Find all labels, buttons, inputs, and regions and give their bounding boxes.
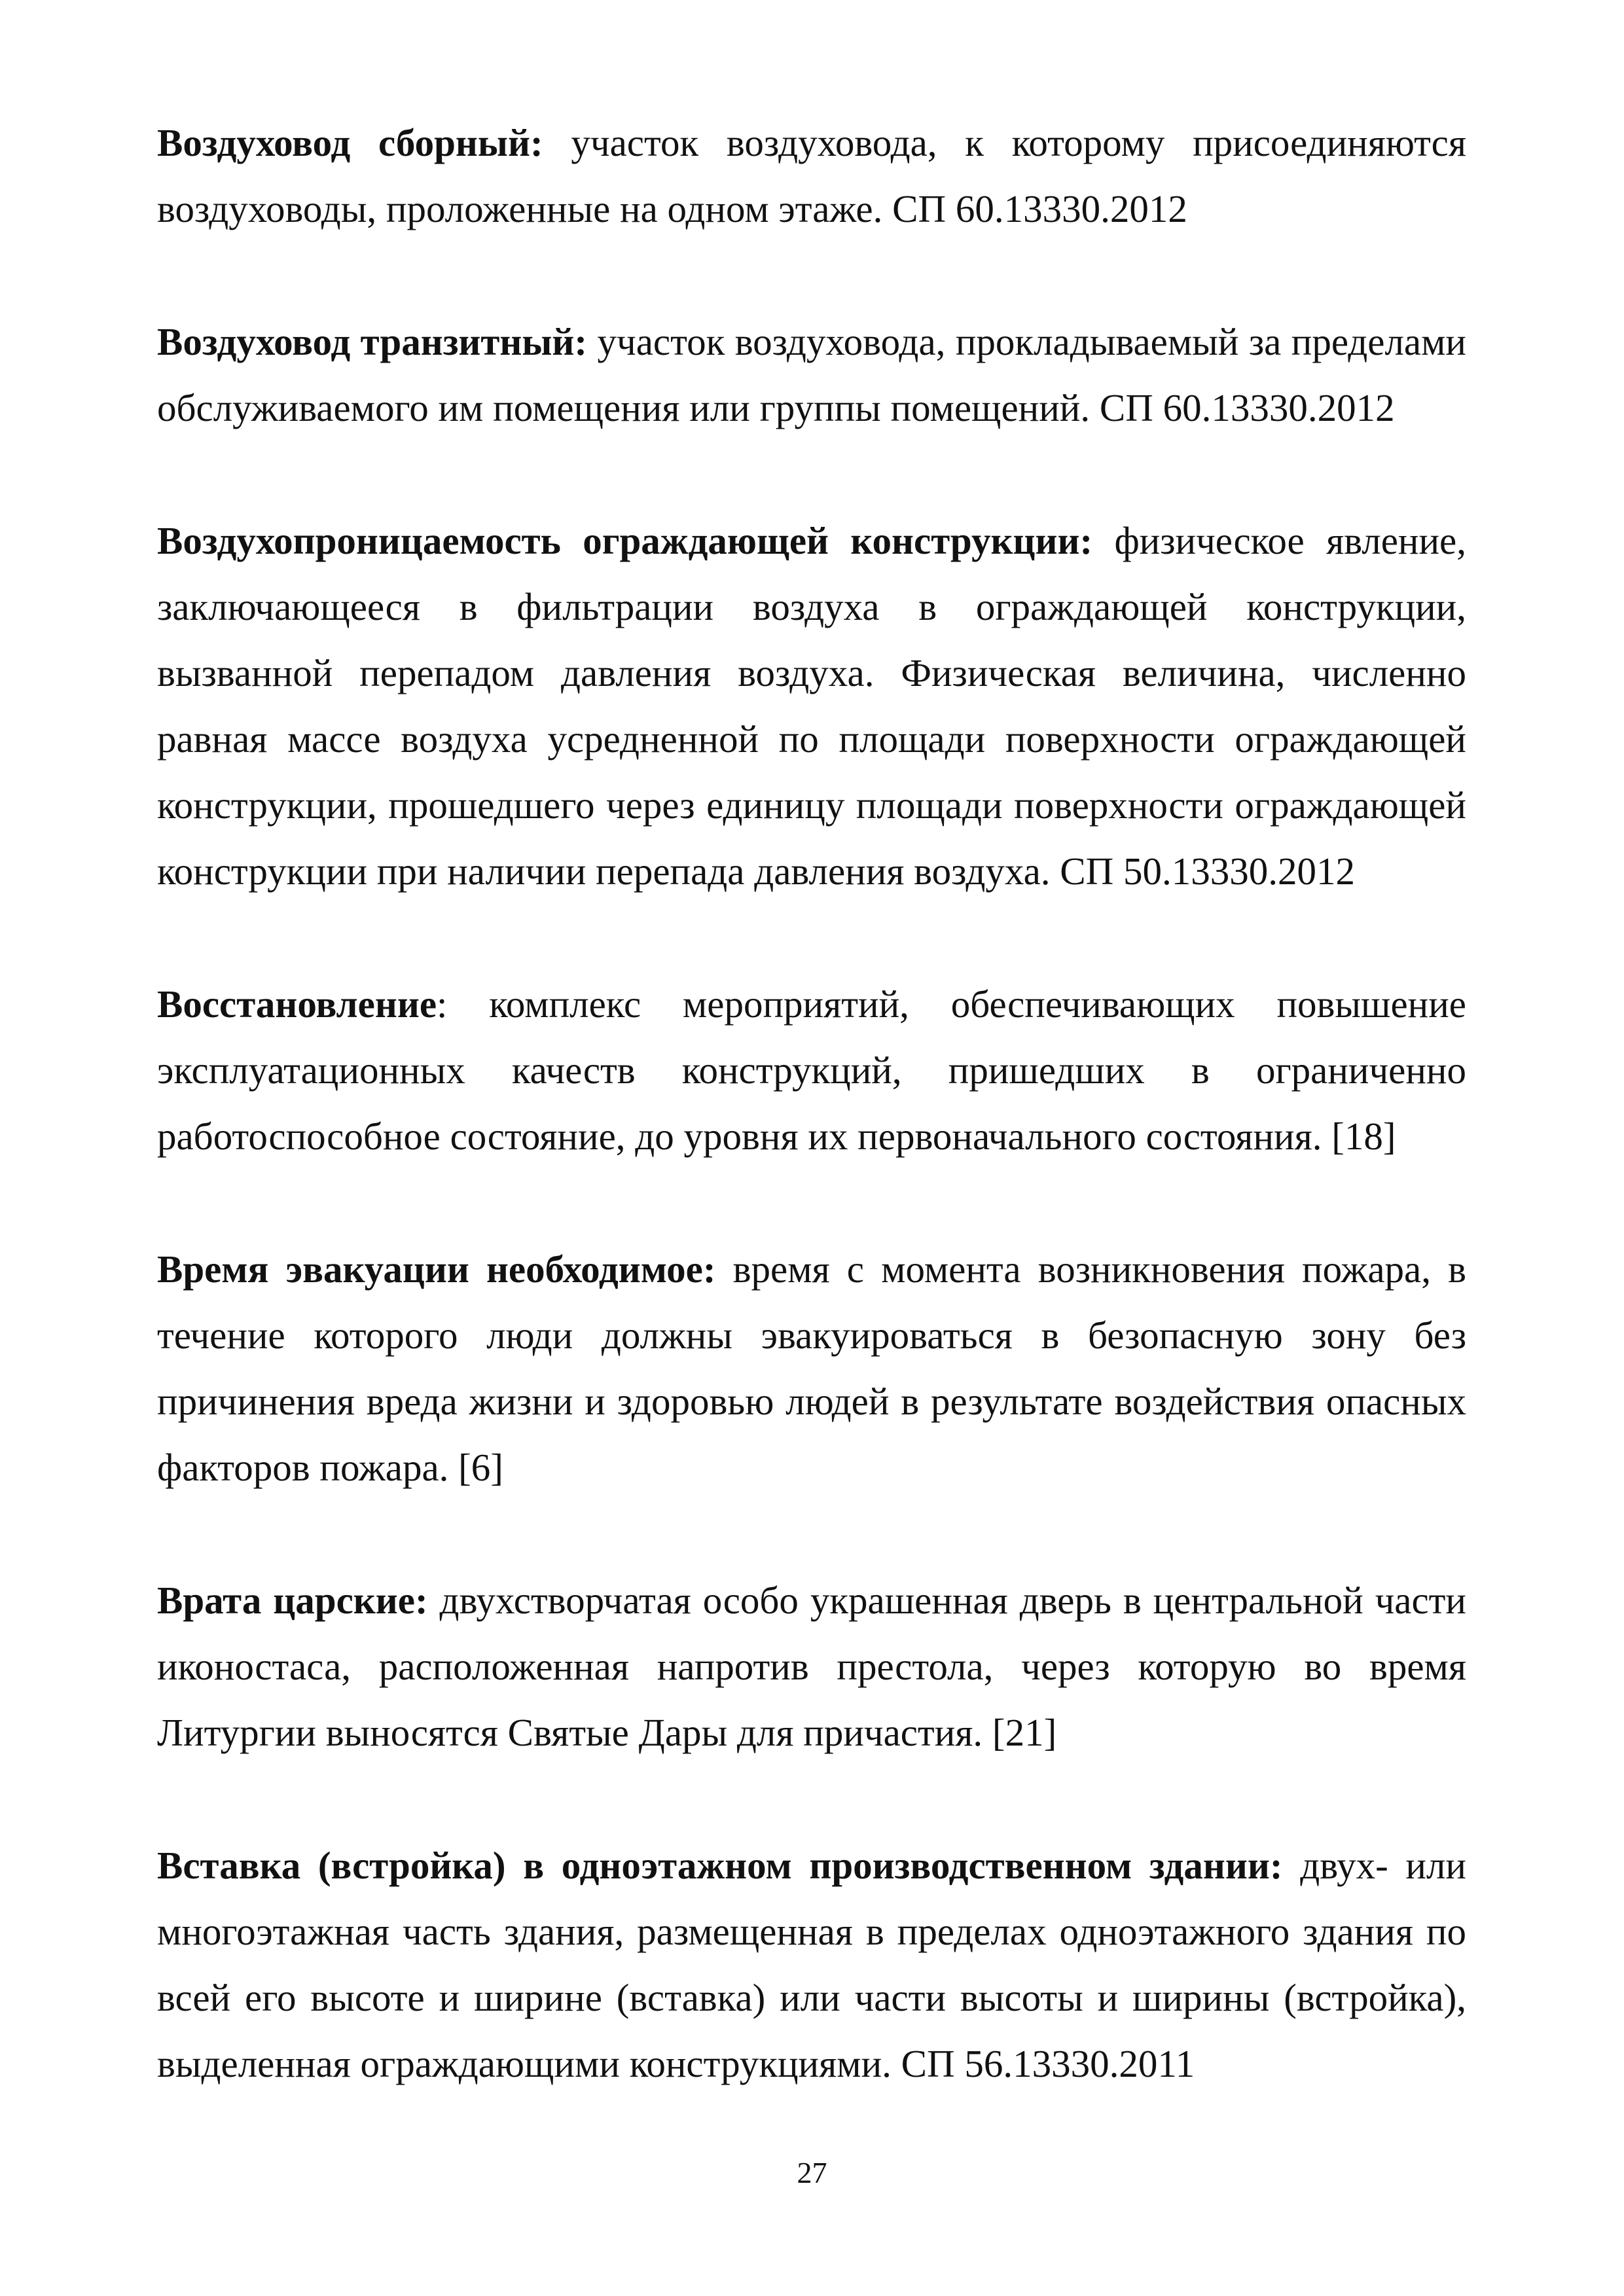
term: Воздуховод транзитный:	[157, 320, 588, 363]
entry-vrata-tsarskie	[157, 1568, 1466, 1766]
term: Вставка (встройка) в одноэтажном производственном здании:	[157, 1844, 1283, 1887]
definition: время с момента возникновения пожара, в течение которого люди должны эвакуироваться в безопасную зону без причинения вреда жизни и здоровью людей в результате воздействия опасных факторов пожара. [6]	[157, 1247, 1466, 1489]
definition: двух- или многоэтажная часть здания, размещенная в пределах одноэтажного здания по всей его высоте и ширине (вставка) или части высоты и ширины (встройка), выделенная ограждающими конструкциями. СП 56.13330.2011	[157, 1844, 1466, 2085]
definition: физическое явление, заключающееся в фильтрации воздуха в ограждающей конструкции, вызванной перепадом давления воздуха. Физическая величина, численно равная массе воздуха усредненной по площади поверхности ограждающей конструкции, прошедшего через единицу площади поверхности ограждающей конструкции при наличии перепада давления воздуха. СП 50.13330.2012	[157, 519, 1466, 893]
page-number: 27	[797, 2156, 827, 2189]
entry-vremya-evakuatsii	[157, 1236, 1466, 1501]
term: Воздухопроницаемость ограждающей конструкции:	[157, 519, 1093, 562]
entry-vstavka-vstroyka	[157, 1833, 1466, 2097]
term: Восстановление	[157, 982, 437, 1026]
definition: участок воздуховода, к которому присоединяются воздуховоды, проложенные на одном этаже. СП 60.13330.2012	[157, 121, 1466, 230]
term: Врата царские:	[157, 1579, 428, 1622]
definition: двухстворчатая особо украшенная дверь в центральной части иконостаса, расположенная напротив престола, через которую во время Литургии выносятся Святые Дары для причастия. [21]	[157, 1579, 1466, 1754]
definition: участок воздуховода, прокладываемый за пределами обслуживаемого им помещения или группы помещений. СП 60.13330.2012	[157, 320, 1466, 429]
term: Воздуховод сборный:	[157, 121, 543, 164]
document-body	[157, 110, 1466, 2164]
entry-vozdukhopronitsaemost	[157, 508, 1466, 905]
entry-vosstanovlenie	[157, 971, 1466, 1170]
term: Время эвакуации необходимое:	[157, 1247, 716, 1291]
definition: : комплекс мероприятий, обеспечивающих повышение эксплуатационных качеств конструкций, пришедших в ограниченно работоспособное состояние, до уровня их первоначального состояния. [18]	[157, 982, 1466, 1158]
entry-vozdukhovod-tranzitny	[157, 309, 1466, 441]
entry-vozdukhovod-sborny	[157, 110, 1466, 242]
